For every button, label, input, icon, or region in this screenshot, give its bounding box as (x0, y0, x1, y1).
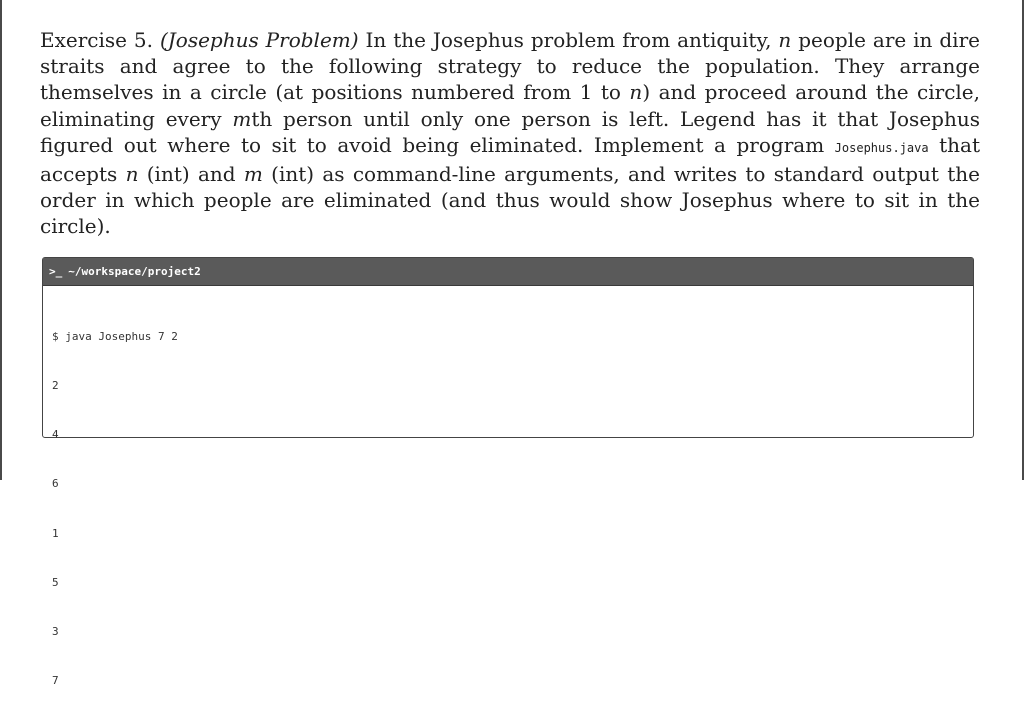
variable-m: m (243, 162, 263, 187)
terminal-body (43, 286, 973, 723)
variable-m: m (232, 106, 252, 131)
exercise-text-segment: th person until only one person is left. Legend has it that Josephus figured out where to sit to avoid being eliminated. Implement a program (40, 106, 980, 157)
terminal-output-line: 5 (52, 575, 59, 589)
exercise-text (40, 27, 980, 240)
exercise-title: (Josephus Problem) (159, 28, 359, 52)
exercise-text-segment: (int) as command-line arguments, and writes to standard output the order in which people are eliminated (and thus would show Josephus where to sit in the circle). (40, 162, 980, 239)
terminal-output-line: 2 (52, 379, 59, 393)
exercise-text-segment: ) and proceed around the circle, eliminating every (40, 80, 980, 131)
terminal-output-line: 3 (52, 625, 59, 639)
terminal-output-line: 4 (52, 428, 59, 442)
terminal-output-line: 7 (52, 674, 59, 688)
variable-n: n (629, 80, 643, 105)
filename-code: Josephus.java (834, 140, 929, 155)
variable-n: n (125, 162, 139, 187)
terminal-output-line: 1 (52, 526, 59, 540)
terminal-window (42, 257, 974, 688)
variable-n: n (778, 28, 792, 52)
terminal-output-line: 6 (52, 477, 59, 491)
exercise-text-segment: people are in dire straits and agree to the following strategy to reduce the population. They arrange themselves in a circle (at positions numbered from 1 to (40, 28, 980, 105)
exercise-label: Exercise 5. (40, 28, 153, 52)
exercise-text-segment: In the Josephus problem from antiquity, (358, 28, 779, 52)
exercise-text-segment: (int) and (138, 162, 244, 187)
terminal-command: $ java Josephus 7 2 (52, 329, 178, 343)
terminal-path: ~/workspace/project2 (68, 265, 201, 278)
terminal-prompt-icon: >_ (49, 265, 63, 278)
exercise-text-segment: that accepts (40, 132, 980, 187)
terminal-header (43, 258, 973, 286)
